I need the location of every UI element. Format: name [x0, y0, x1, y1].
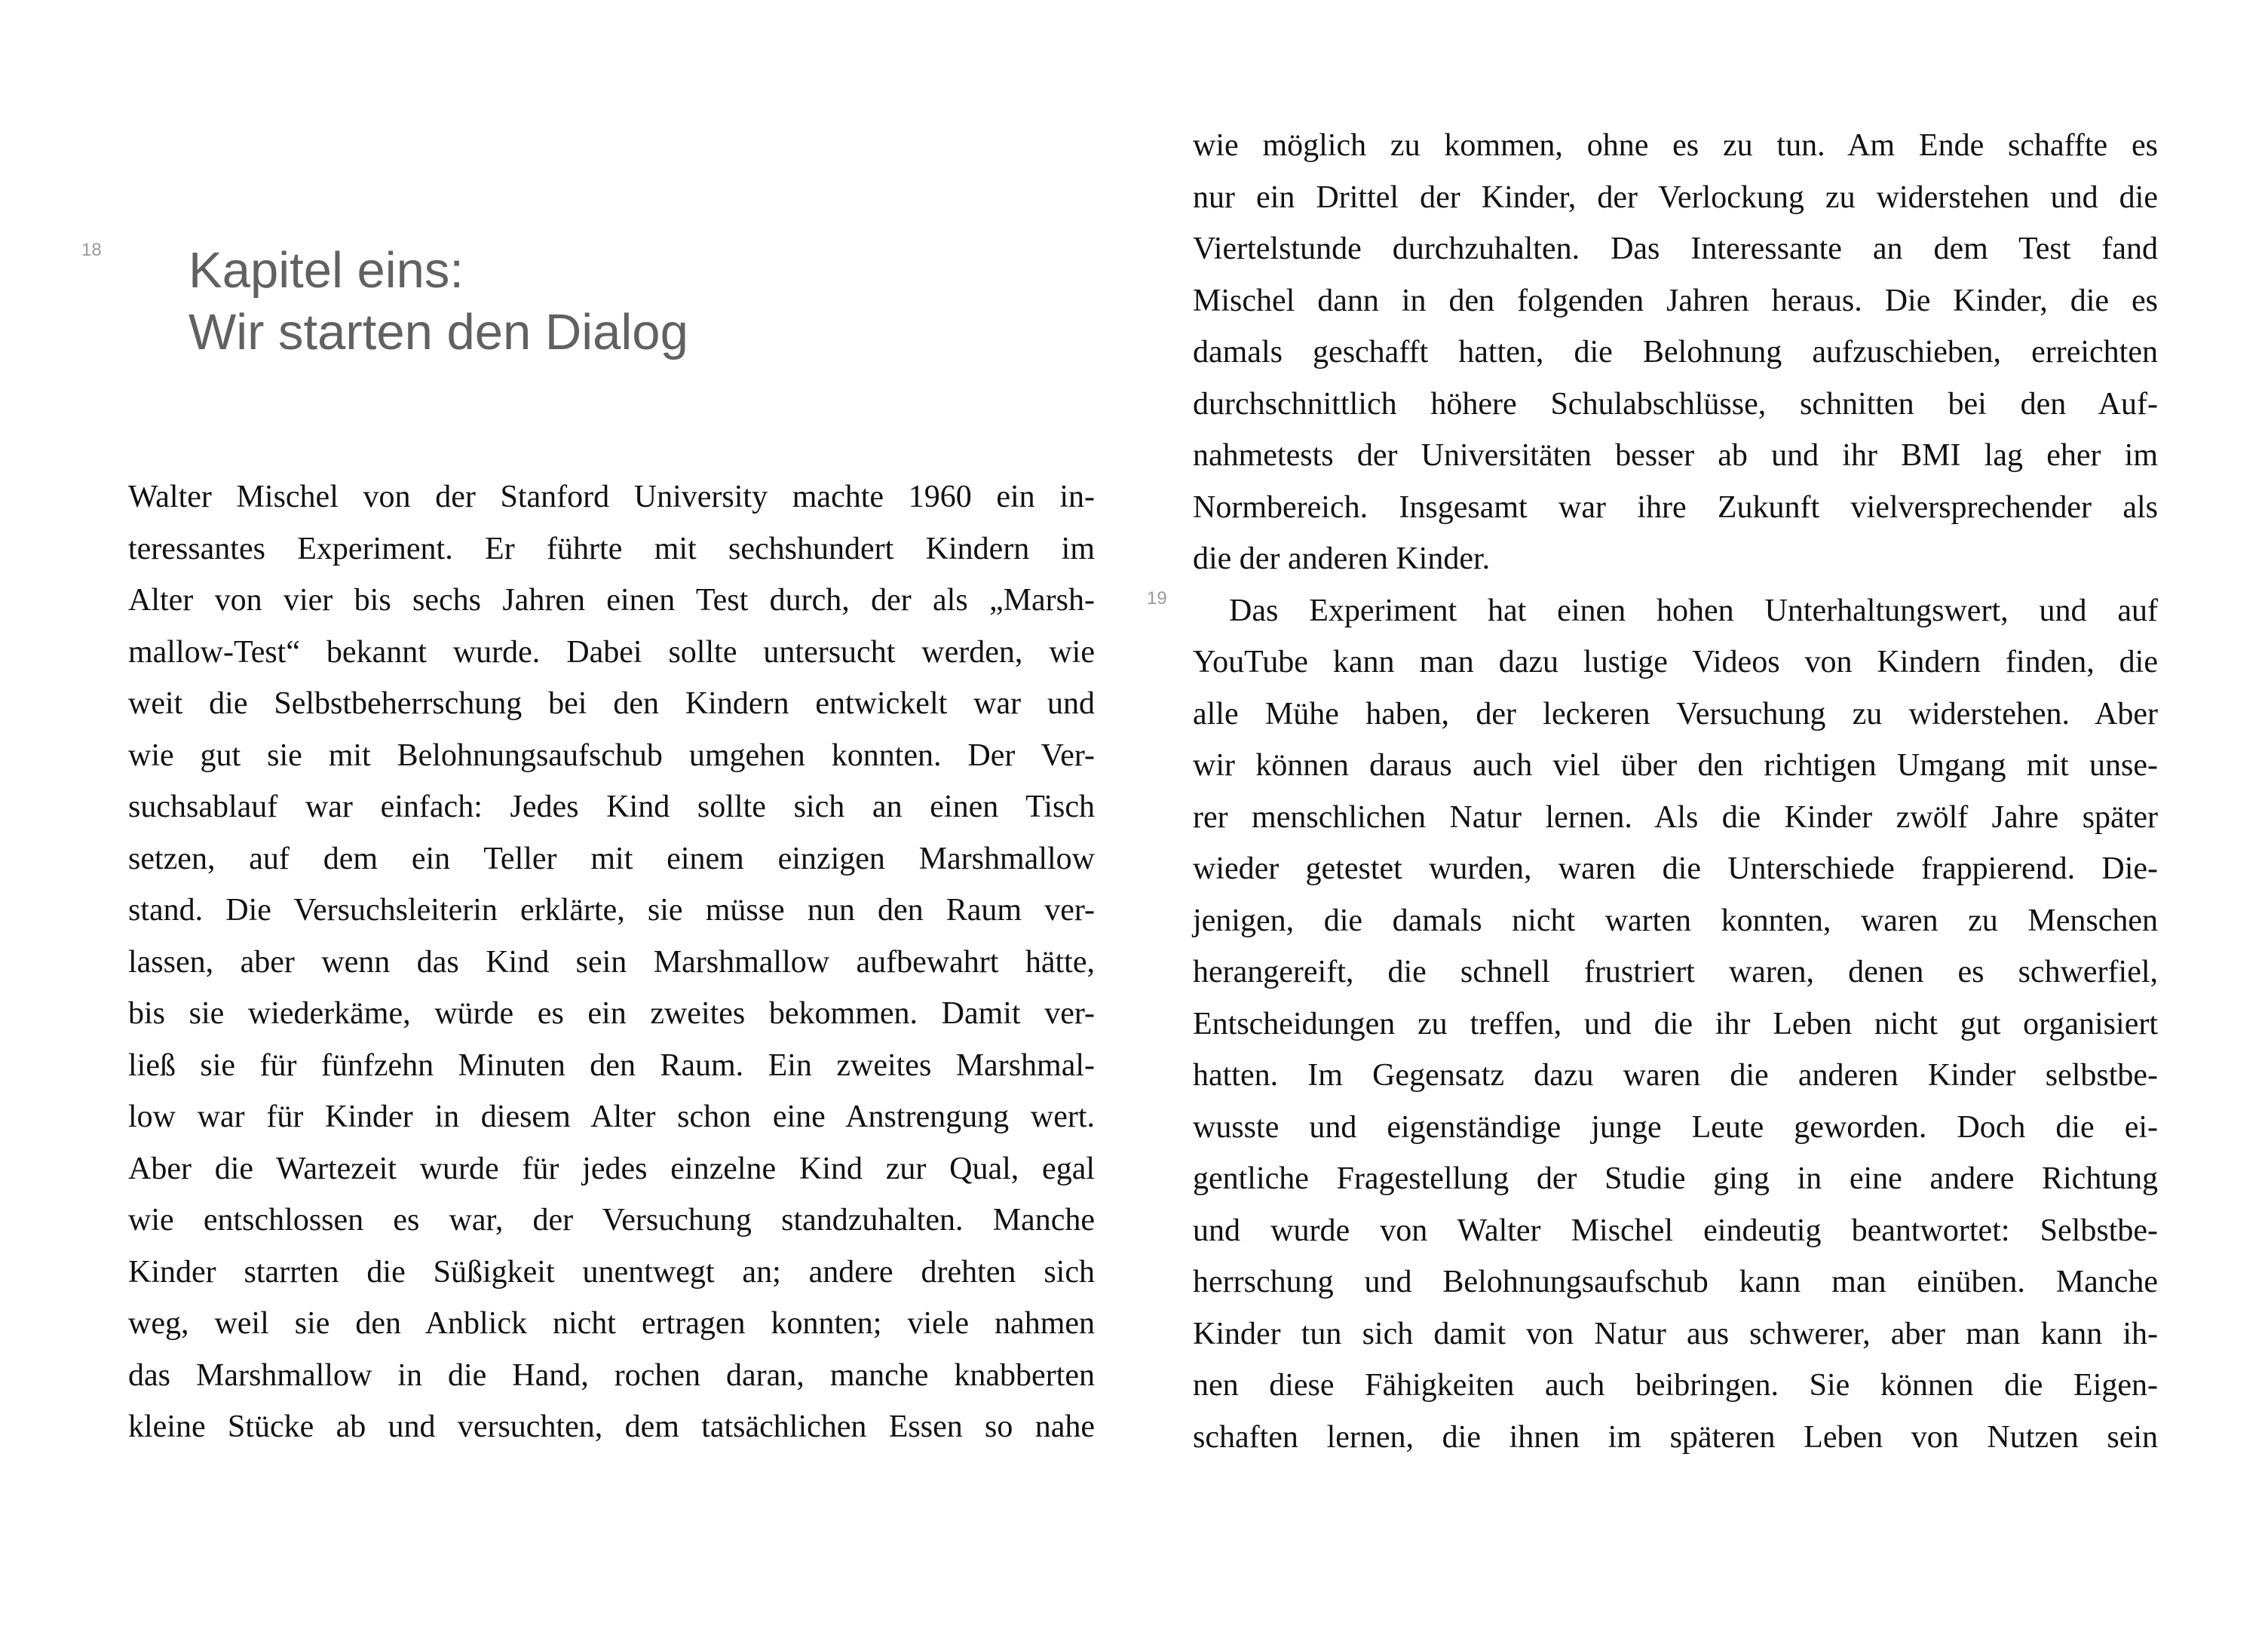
text-line: schaften lernen, die ihnen im späteren Leben von Nutzen sein — [1193, 1419, 2158, 1455]
chapter-title-line-2: Wir starten den Dialog — [188, 304, 688, 360]
text-line: wusste und eigenständige junge Leute geworden. Doch die ei- — [1193, 1109, 2158, 1145]
text-line: setzen, auf dem ein Teller mit einem einzigen Marshmallow — [128, 841, 1095, 876]
chapter-title-line-1: Kapitel eins: — [188, 242, 464, 299]
text-line: ließ sie für fünfzehn Minuten den Raum. Ein zweites Marshmal- — [128, 1047, 1095, 1083]
left-page-body — [128, 471, 1095, 1453]
text-line: alle Mühe haben, der leckeren Versuchung zu widerstehen. Aber — [1193, 696, 2158, 731]
text-line: nahmetests der Universitäten besser ab und ihr BMI lag eher im — [1193, 438, 2158, 473]
text-line: Mischel dann in den folgenden Jahren heraus. Die Kinder, die es — [1193, 283, 2158, 318]
text-line: und wurde von Walter Mischel eindeutig beantwortet: Selbstbe- — [1193, 1213, 2158, 1248]
text-line: suchsablauf war einfach: Jedes Kind sollte sich an einen Tisch — [128, 790, 1095, 824]
right-page-body — [1193, 120, 2158, 1463]
text-line: low war für Kinder in diesem Alter schon eine Anstrengung wert. — [128, 1100, 1095, 1134]
text-line: Normbereich. Insgesamt war ihre Zukunft vielversprechender als — [1193, 489, 2158, 525]
text-line: Walter Mischel von der Stanford University machte 1960 ein in- — [128, 480, 1095, 514]
text-line: herangereift, die schnell frustriert waren, denen es schwerfiel, — [1193, 955, 2158, 989]
text-line: wie gut sie mit Belohnungsaufschub umgehen konnten. Der Ver- — [128, 738, 1095, 773]
text-line: lassen, aber wenn das Kind sein Marshmallow aufbewahrt hätte, — [128, 944, 1095, 980]
text-line: wie möglich zu kommen, ohne es zu tun. Am Ende schaffte es — [1193, 128, 2158, 163]
text-line: durchschnittlich höhere Schulabschlüsse, schnitten bei den Auf- — [1193, 386, 2158, 422]
text-line: wieder getestet wurden, waren die Unterschiede frappierend. Die- — [1193, 851, 2158, 886]
text-line: weit die Selbstbeherrschung bei den Kindern entwickelt war und — [128, 686, 1095, 721]
text-line: Kinder starrten die Süßigkeit unentwegt an; andere drehten sich — [128, 1254, 1095, 1290]
text-line: gentliche Fragestellung der Studie ging in eine andere Richtung — [1193, 1161, 2158, 1196]
text-line: Alter von vier bis sechs Jahren einen Test durch, der als „Marsh- — [128, 583, 1095, 618]
text-line: die der anderen Kinder. — [1193, 541, 1491, 576]
text-line: das Marshmallow in die Hand, rochen daran, manche knabberten — [128, 1357, 1095, 1393]
text-line: kleine Stücke ab und versuchten, dem tatsächlichen Essen so nahe — [128, 1409, 1095, 1444]
text-line: damals geschafft hatten, die Belohnung aufzuschieben, erreichten — [1193, 335, 2158, 370]
text-line: mallow-Test“ bekannt wurde. Dabei sollte untersucht werden, wie — [128, 634, 1095, 670]
chapter-title — [188, 240, 688, 363]
text-line: stand. Die Versuchsleiterin erklärte, sie müsse nun den Raum ver- — [128, 893, 1095, 928]
text-line: YouTube kann man dazu lustige Videos von Kindern finden, die — [1193, 645, 2158, 679]
text-line: rer menschlichen Natur lernen. Als die Kinder zwölf Jahre später — [1193, 799, 2158, 835]
text-line: wie entschlossen es war, der Versuchung standzuhalten. Manche — [128, 1203, 1095, 1238]
text-line: weg, weil sie den Anblick nicht ertragen konnten; viele nahmen — [128, 1306, 1095, 1341]
page-number-right: 19 — [1147, 588, 1167, 609]
text-line: Viertelstunde durchzuhalten. Das Interessante an dem Test fand — [1193, 232, 2158, 266]
text-line: bis sie wiederkäme, würde es ein zweites bekommen. Damit ver- — [128, 996, 1095, 1031]
text-line: Kinder tun sich damit von Natur aus schwerer, aber man kann ih- — [1193, 1316, 2158, 1351]
text-line: wir können daraus auch viel über den richtigen Umgang mit unse- — [1193, 748, 2158, 783]
text-line: nen diese Fähigkeiten auch beibringen. Sie können die Eigen- — [1193, 1368, 2158, 1403]
text-line: hatten. Im Gegensatz dazu waren die anderen Kinder selbstbe- — [1193, 1058, 2158, 1093]
text-line: Entscheidungen zu treffen, und die ihr Leben nicht gut organisiert — [1193, 1006, 2158, 1041]
text-line: jenigen, die damals nicht warten konnten, waren zu Menschen — [1193, 903, 2158, 938]
text-line: Aber die Wartezeit wurde für jedes einzelne Kind zur Qual, egal — [128, 1151, 1095, 1186]
text-line: Das Experiment hat einen hohen Unterhaltungswert, und auf — [1229, 593, 2158, 628]
text-line: herrschung und Belohnungsaufschub kann man einüben. Manche — [1193, 1265, 2158, 1299]
text-line: nur ein Drittel der Kinder, der Verlockung zu widerstehen und die — [1193, 179, 2158, 215]
text-line: teressantes Experiment. Er führte mit sechshundert Kindern im — [128, 531, 1095, 566]
page-number-left: 18 — [81, 240, 102, 260]
